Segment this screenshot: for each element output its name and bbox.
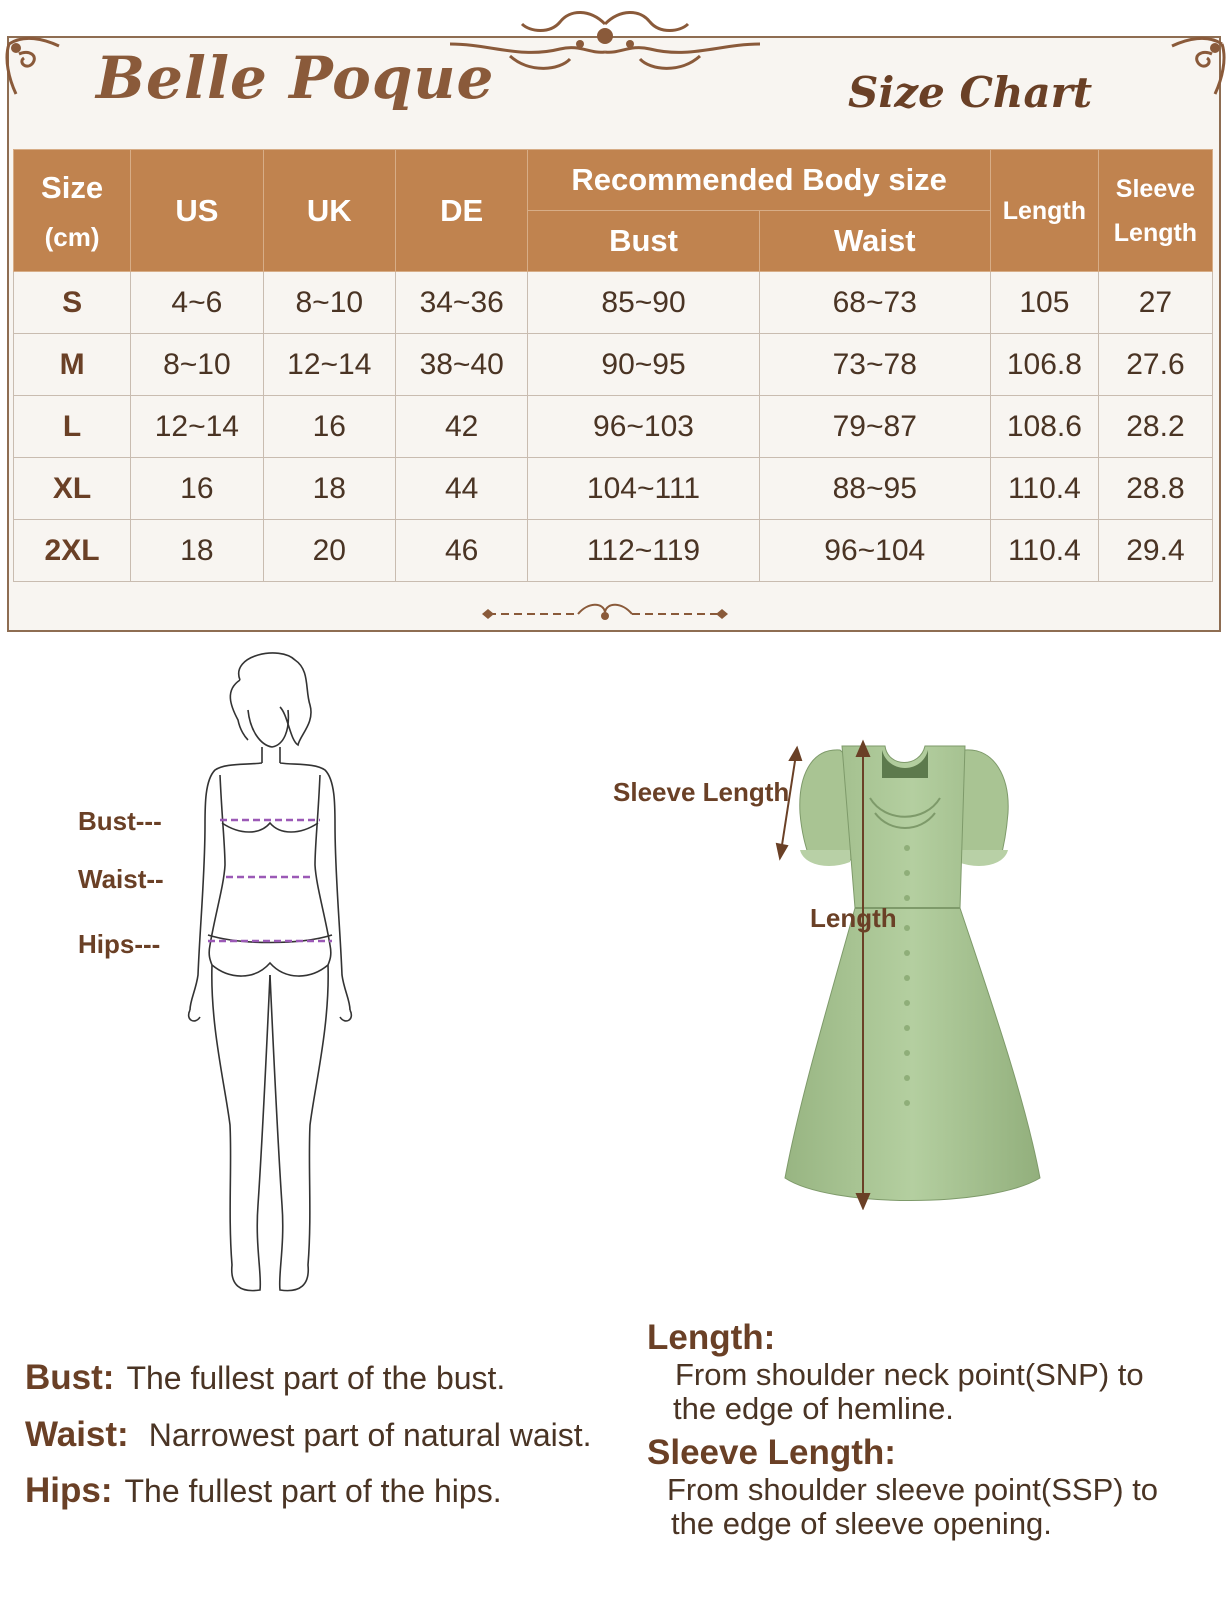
- cell-length: 110.4: [990, 458, 1098, 520]
- definition-hips-term: Hips:: [25, 1471, 113, 1510]
- definition-length-term: Length:: [647, 1318, 776, 1357]
- cell-size: S: [14, 272, 131, 334]
- header-de: DE: [395, 150, 527, 272]
- dress-label-length: Length: [810, 903, 897, 933]
- body-label-bust: Bust---: [78, 806, 162, 836]
- top-left-corner-ornament: [4, 34, 64, 104]
- cell-length: 106.8: [990, 334, 1098, 396]
- cell-de: 44: [395, 458, 527, 520]
- bottom-center-ornament: [478, 598, 732, 628]
- definition-length-line1: From shoulder neck point(SNP) to: [675, 1357, 1144, 1392]
- cell-sleeve: 27: [1098, 272, 1212, 334]
- cell-sleeve: 29.4: [1098, 520, 1212, 582]
- dress-label-sleeve-length: Sleeve Length: [613, 777, 790, 807]
- cell-length: 105: [990, 272, 1098, 334]
- dress-illustration: [770, 738, 1045, 1210]
- definition-length: [647, 1318, 1144, 1426]
- cell-size: 2XL: [14, 520, 131, 582]
- cell-waist: 68~73: [759, 272, 990, 334]
- size-table: [13, 149, 1213, 582]
- definition-bust-text: The fullest part of the bust.: [126, 1360, 506, 1396]
- header-sleeve-length: [1098, 150, 1212, 272]
- cell-uk: 16: [263, 396, 395, 458]
- cell-us: 12~14: [131, 396, 263, 458]
- cell-uk: 12~14: [263, 334, 395, 396]
- cell-bust: 96~103: [528, 396, 759, 458]
- definition-bust: [25, 1358, 505, 1398]
- cell-de: 42: [395, 396, 527, 458]
- cell-bust: 112~119: [528, 520, 759, 582]
- definition-hips-text: The fullest part of the hips.: [124, 1473, 502, 1509]
- table-row: [14, 272, 1213, 334]
- cell-bust: 104~111: [528, 458, 759, 520]
- table-row: [14, 334, 1213, 396]
- cell-uk: 18: [263, 458, 395, 520]
- cell-waist: 79~87: [759, 396, 990, 458]
- cell-sleeve: 28.2: [1098, 396, 1212, 458]
- definition-sleeve-term: Sleeve Length:: [647, 1433, 896, 1472]
- header-sleeve-line2: Length: [1113, 218, 1198, 247]
- definition-hips: [25, 1471, 502, 1511]
- cell-us: 18: [131, 520, 263, 582]
- cell-de: 38~40: [395, 334, 527, 396]
- header-us: US: [131, 150, 263, 272]
- header-length: Length: [990, 150, 1098, 272]
- chart-title: Size Chart: [848, 68, 1093, 117]
- cell-waist: 88~95: [759, 458, 990, 520]
- header-waist: Waist: [759, 211, 990, 272]
- definition-waist-text: Narrowest part of natural waist.: [148, 1417, 592, 1453]
- definition-sleeve-line2: the edge of sleeve opening.: [671, 1506, 1052, 1541]
- header-size: [14, 150, 131, 272]
- table-row: [14, 396, 1213, 458]
- cell-waist: 73~78: [759, 334, 990, 396]
- cell-uk: 20: [263, 520, 395, 582]
- cell-us: 4~6: [131, 272, 263, 334]
- cell-sleeve: 28.8: [1098, 458, 1212, 520]
- table-row: [14, 520, 1213, 582]
- cell-bust: 85~90: [528, 272, 759, 334]
- cell-length: 110.4: [990, 520, 1098, 582]
- cell-size: XL: [14, 458, 131, 520]
- cell-us: 8~10: [131, 334, 263, 396]
- cell-size: L: [14, 396, 131, 458]
- cell-us: 16: [131, 458, 263, 520]
- cell-size: M: [14, 334, 131, 396]
- cell-de: 46: [395, 520, 527, 582]
- cell-waist: 96~104: [759, 520, 990, 582]
- top-right-corner-ornament: [1167, 34, 1227, 104]
- cell-de: 34~36: [395, 272, 527, 334]
- definition-waist-term: Waist:: [25, 1415, 129, 1454]
- definition-length-line2: the edge of hemline.: [673, 1391, 954, 1426]
- body-figure-illustration: [170, 645, 360, 1305]
- table-row: [14, 458, 1213, 520]
- cell-bust: 90~95: [528, 334, 759, 396]
- brand-logo: Belle Poque: [96, 44, 495, 112]
- header-bust: Bust: [528, 211, 759, 272]
- definition-sleeve-line1: From shoulder sleeve point(SSP) to: [667, 1472, 1159, 1507]
- definition-waist: [25, 1415, 592, 1455]
- cell-sleeve: 27.6: [1098, 334, 1212, 396]
- header-size-unit: (cm): [44, 221, 100, 252]
- cell-length: 108.6: [990, 396, 1098, 458]
- body-label-waist: Waist--: [78, 864, 164, 894]
- header-recommended-body-size: Recommended Body size: [528, 150, 990, 211]
- header-sleeve-line1: Sleeve: [1115, 174, 1196, 203]
- top-center-ornament: [450, 4, 760, 76]
- definition-bust-term: Bust:: [25, 1358, 115, 1397]
- definition-sleeve-length: [647, 1433, 1158, 1541]
- header-uk: UK: [263, 150, 395, 272]
- header-size-label: Size: [41, 169, 104, 205]
- cell-uk: 8~10: [263, 272, 395, 334]
- body-label-hips: Hips---: [78, 929, 161, 959]
